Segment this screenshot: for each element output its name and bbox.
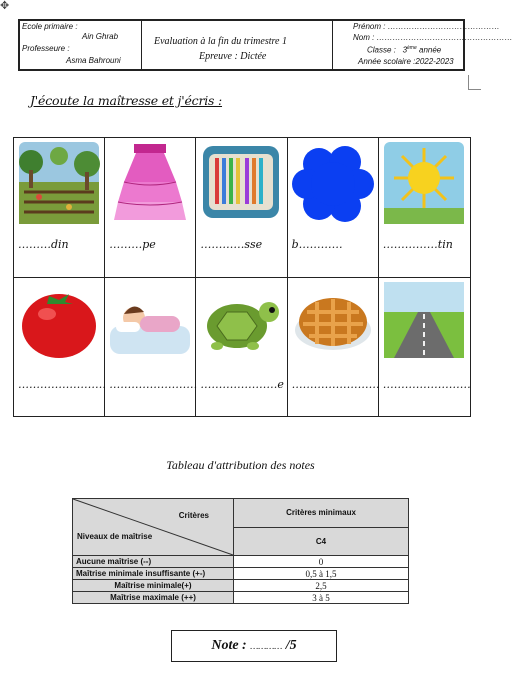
name-label: Nom : …………………………………………… [353,33,513,42]
cloud-image [293,142,373,224]
pencil-case-image [201,142,281,224]
grid-row-2 [14,277,470,417]
word-blank[interactable]: b………… [291,238,343,251]
school-label: Ecole primaire : [22,22,78,31]
tomato-image [19,282,99,364]
student-info-cell [333,21,513,69]
grid-cell [105,138,196,277]
grid-cell [14,278,105,417]
sun-image [384,142,465,224]
table-row [73,592,409,604]
teacher-name: Asma Bahrouni [66,56,121,65]
grid-cell [105,278,196,417]
class-suffix: année [419,45,442,55]
criteria-diagonal-cell [73,499,234,556]
word-blank[interactable]: …………………… [109,378,198,391]
corner-mark [468,75,481,90]
class-value: 3 [402,45,408,55]
table-row [73,556,409,568]
value-cell: 2,5 [234,580,409,592]
table-row [73,568,409,580]
score-max: /5 [285,638,297,653]
road-image [384,282,465,364]
class-sup: ème [407,45,417,51]
table-row [73,580,409,592]
firstname-label: Prénom : …………………………………… [353,22,500,31]
move-handle-icon[interactable]: ✥ [0,0,10,12]
dictation-grid [13,137,471,417]
word-blank[interactable]: …………………… [18,378,106,391]
class-field [367,45,441,55]
word-blank[interactable]: …………………e [200,378,284,391]
min-criteria-header: Critères minimaux [234,499,409,528]
word-blank[interactable]: ……………tin [382,238,453,251]
sleeping-child-image [110,282,190,364]
class-label: Classe : [367,45,396,55]
grid-cell [196,278,287,417]
value-cell: 0 [234,556,409,568]
word-blank[interactable]: …………………… [291,378,380,391]
school-year: Année scolaire :2022-2023 [358,57,454,66]
score-box [171,630,337,662]
value-cell: 3 à 5 [234,592,409,604]
level-cell: Maîtrise minimale insuffisante (+-) [73,568,234,580]
word-blank[interactable]: …………sse [200,238,263,251]
score-label: Note : [211,638,247,653]
score-blank[interactable]: ………… [250,641,283,651]
grid-cell [379,278,470,417]
header-box [18,19,513,71]
turtle-image [201,282,281,364]
level-cell: Maîtrise minimale(+) [73,580,234,592]
c4-header: C4 [234,527,409,556]
exam-subtitle: Epreuve : Dictée [199,51,267,62]
school-name: Ain Ghrab [82,32,119,41]
grid-cell [288,138,379,277]
grid-cell [14,138,105,277]
exam-title: Evaluation à la fin du trimestre 1 [154,36,287,47]
criteria-label: Critères [178,511,209,520]
instruction-text: J'écoute la maîtresse et j'écris : [30,93,223,108]
grid-cell [288,278,379,417]
word-blank[interactable]: ………pe [109,238,156,251]
teacher-label: Professeure : [22,44,70,53]
grid-row-1 [14,138,470,277]
word-blank[interactable]: ………din [18,238,69,251]
garden-image [19,142,99,224]
level-cell: Aucune maîtrise (--) [73,556,234,568]
title-cell [142,21,333,69]
level-cell: Maîtrise maximale (++) [73,592,234,604]
grid-cell [196,138,287,277]
school-info-cell [20,21,142,69]
pie-image [293,282,373,364]
value-cell: 0,5 à 1,5 [234,568,409,580]
word-blank[interactable]: …………………… [382,378,471,391]
levels-label: Niveaux de maîtrise [77,532,153,541]
grid-cell [379,138,470,277]
skirt-image [110,142,190,224]
table-title: Tableau d'attribution des notes [166,458,315,472]
grading-table [72,498,409,604]
